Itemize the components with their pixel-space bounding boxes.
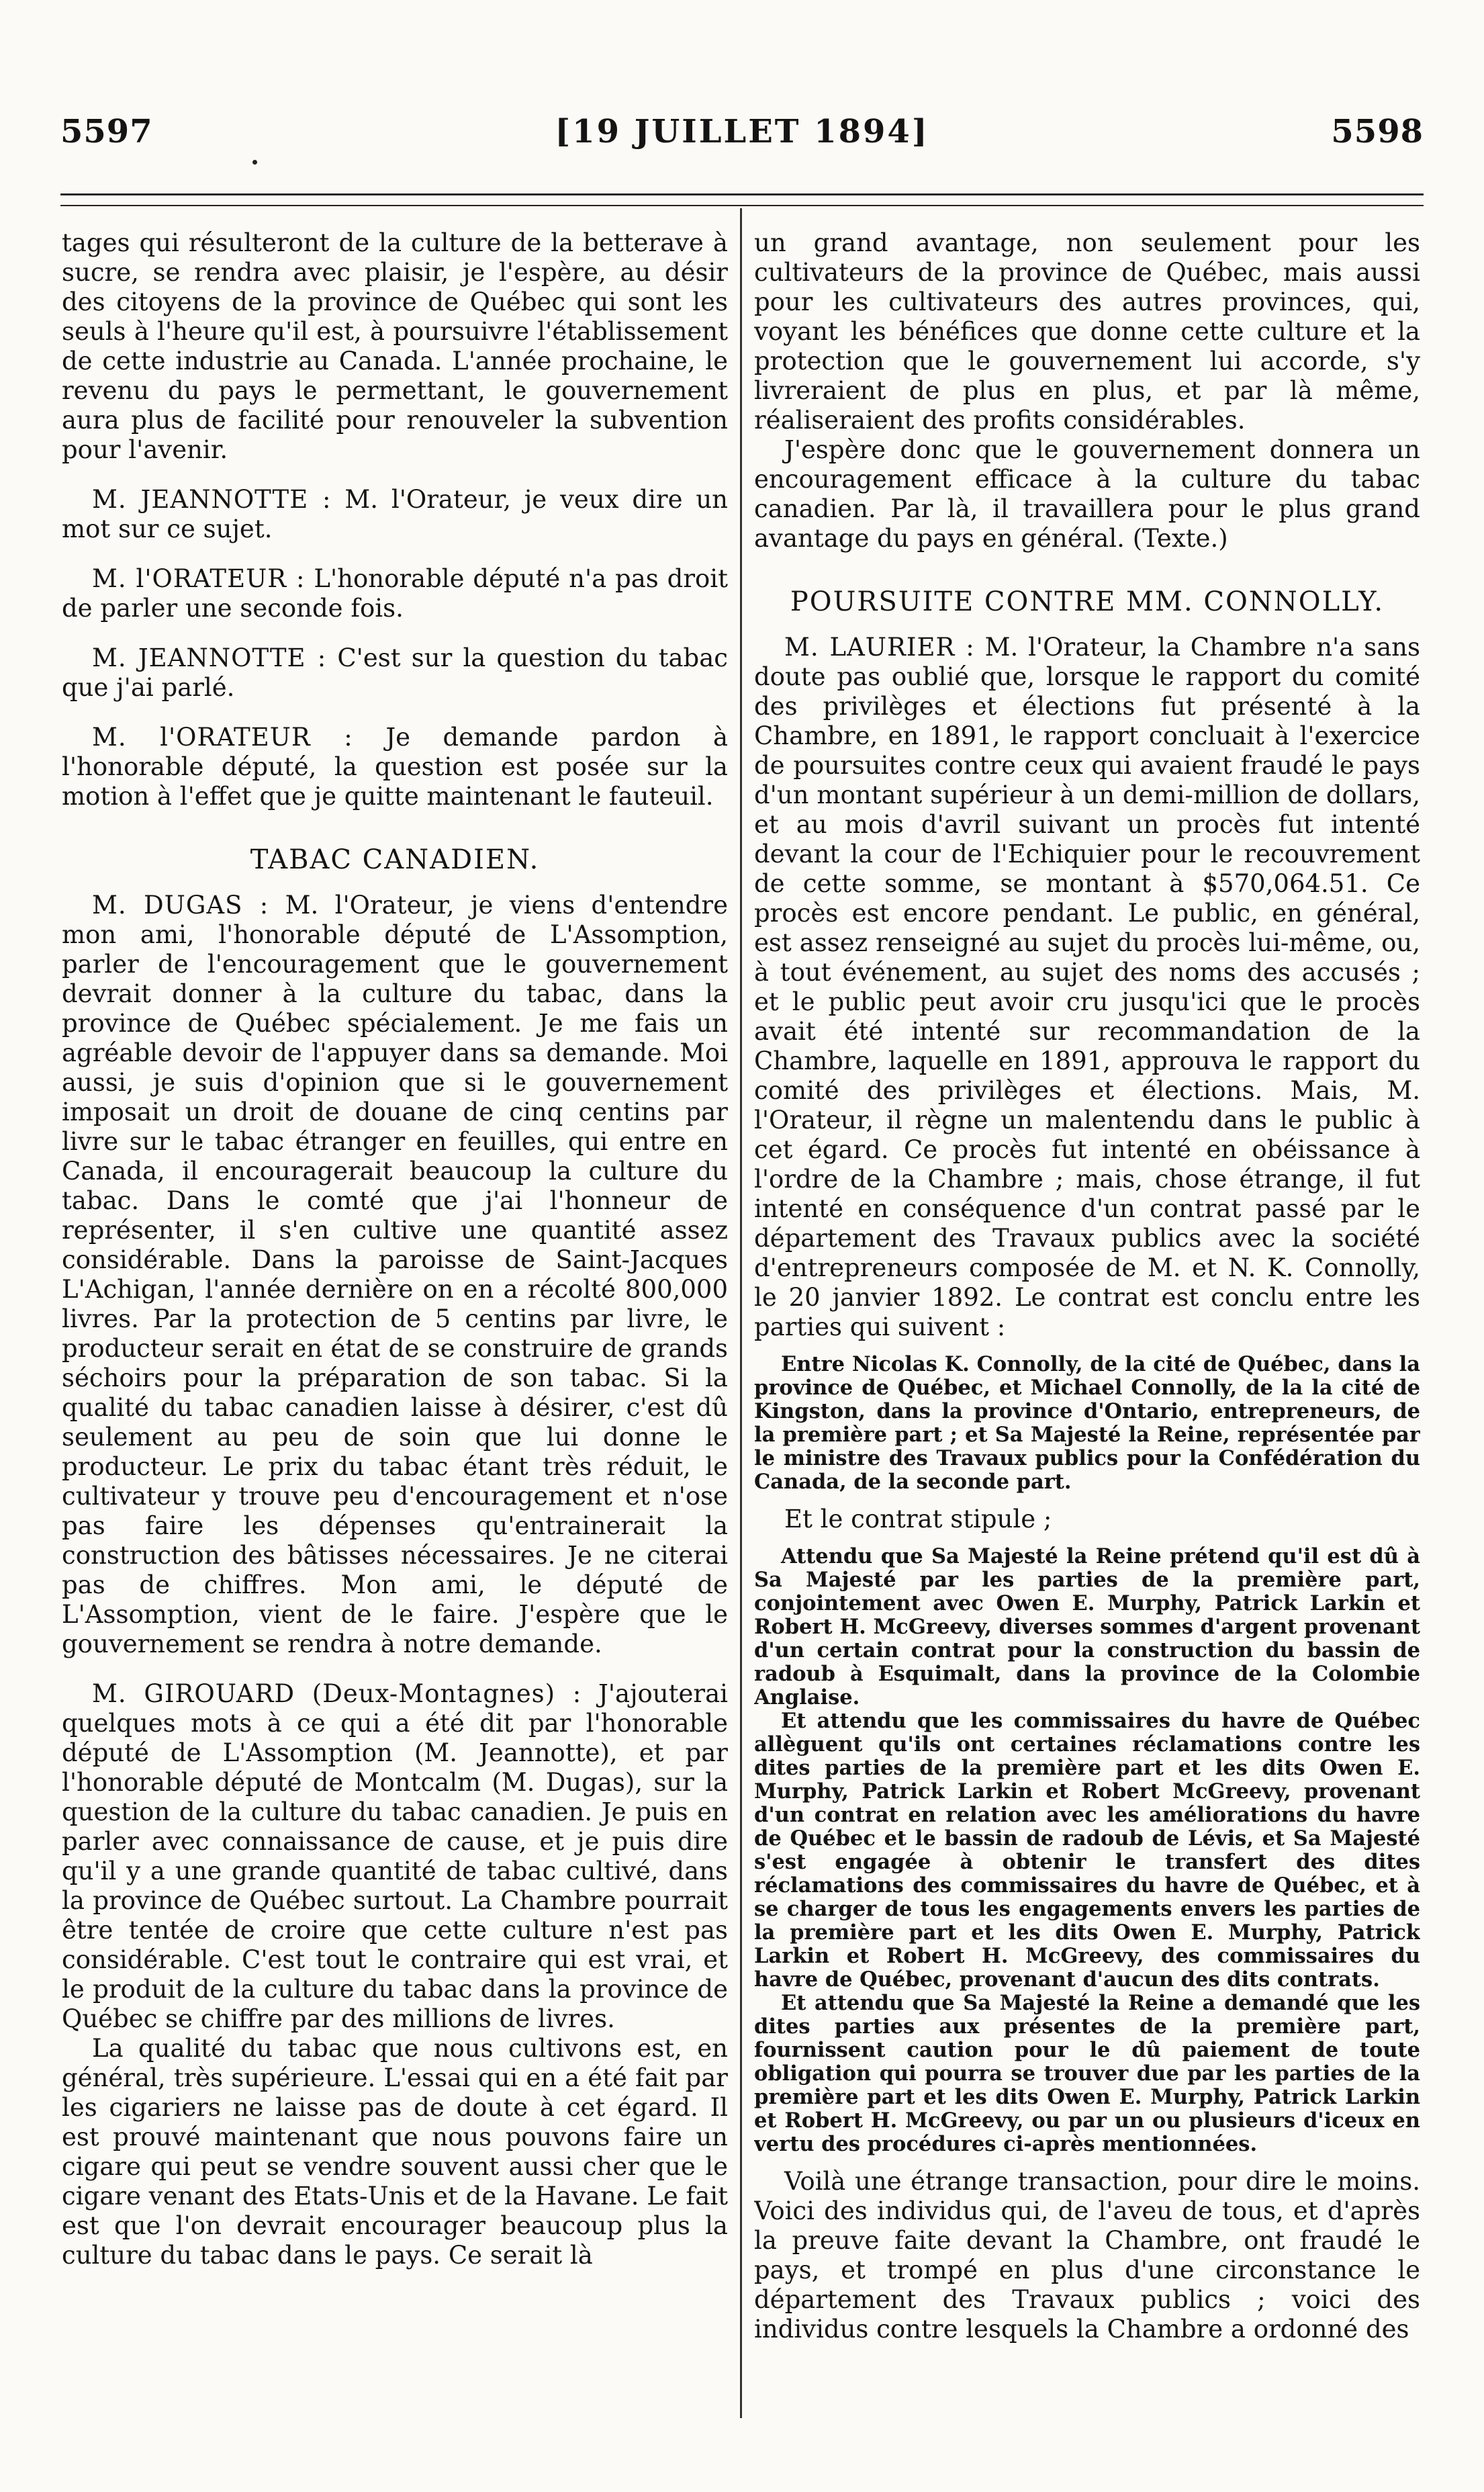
speaker-name: M. DUGAS : xyxy=(92,891,269,920)
paragraph: La qualité du tabac que nous cultivons est, en général, très supérieure. L'essai qui en a été fait par les cigariers ne laisse pas de doute à cet égard. Il est prouvé maintenant que nous pouvons faire un cigare qui peut se vendre souvent aussi cher que le cigare venant des Etats-Unis et de la Havane. Le fait est que l'on devrait encourager beaucoup plus la culture du tabac dans le pays. Ce serait là xyxy=(62,2034,728,2270)
page-number-right: 5598 xyxy=(1331,113,1424,150)
print-speck xyxy=(252,160,257,165)
speech-text: J'ajouterai quelques mots à ce qui a été dit par l'honorable député de L'Assomption (M. Jeannotte), et par l'honorable député de Montcalm (M. Dugas), sur la question de la culture du tabac canadien. Je puis en parler avec connaissance de cause, et je puis dire qu'il y a une grande quantité de tabac cultivé, dans la province de Québec surtout. La Chambre pourrait être tentée de croire que cette culture n'est pas considérable. C'est tout le contraire qui est vrai, et le produit de la culture du tabac dans la province de Québec se chiffre par des millions de livres. xyxy=(62,1679,728,2033)
header-rule-bottom xyxy=(60,205,1424,206)
paragraph-continuation: un grand avantage, non seulement pour les cultivateurs de la province de Québec, mais aussi pour les cultivateurs des autres provinces, qui, voyant les bénéfices que donne cette culture et la protection que le gouvernement lui accorde, s'y livreraient de plus en plus, et par là même, réaliseraient des profits considérables. xyxy=(754,228,1420,435)
section-title-tabac: TABAC CANADIEN. xyxy=(250,844,540,875)
section-title-connolly: POURSUITE CONTRE MM. CONNOLLY. xyxy=(790,586,1385,617)
speech-jeannotte-2 xyxy=(62,643,728,703)
page-date: [19 JUILLET 1894] xyxy=(555,113,929,150)
paragraph: Et le contrat stipule ; xyxy=(784,1505,1052,1533)
quoted-contract-clause: Et attendu que Sa Majesté la Reine a demandé que les dites parties aux présentes de la première part, fournissent caution pour le dû paiement de toute obligation qui pourra se trouver due par les parties de la première part et les dits Owen E. Murphy, Patrick Larkin et Robert H. McGreevy, ou par un ou plusieurs d'iceux en vertu des procédures ci-après mentionnées. xyxy=(754,1991,1420,2156)
speech-text: M. l'Orateur, la Chambre n'a sans doute pas oublié que, lorsque le rapport du comité des privilèges et élections fut présenté à la Chambre, en 1891, le rapport concluait à l'exercice de poursuites contre ceux qui avaient fraudé le pays d'un montant supérieur à un demi-million de dollars, et au mois d'avril suivant un procès fut intenté devant la cour de l'Echiquier pour le recouvrement de cette somme, se montant à $570,064.51. Ce procès est encore pendant. Le public, en général, est assez renseigné au sujet du procès lui-même, ou, à tout événement, au sujet des noms des accusés ; et le public peut avoir cru jusqu'ici que le procès avait été intenté sur recommandation de la Chambre, laquelle en 1891, approuva le rapport du comité des privilèges et élections. Mais, M. l'Orateur, il règne un malentendu dans le public à cet égard. Ce procès fut intenté en obéissance à l'ordre de la Chambre ; mais, chose étrange, il fut intenté en conséquence d'un contrat passé par le département des Travaux publics avec la société d'entrepreneurs composée de M. et N. K. Connolly, le 20 janvier 1892. Le contrat est conclu entre les parties qui suivent : xyxy=(754,633,1420,1341)
left-column xyxy=(62,228,728,2432)
speaker-name: M. LAURIER : xyxy=(784,633,975,662)
speech-orateur-2 xyxy=(62,723,728,811)
paragraph-continuation: tages qui résulteront de la culture de la betterave à sucre, se rendra avec plaisir, je l'espère, au désir des citoyens de la province de Québec qui sont les seuls à l'heure qu'il est, à poursuivre l'établissement de cette industrie au Canada. L'année prochaine, le revenu du pays le permettant, le gouvernement aura plus de facilité pour renouveler la subvention pour l'avenir. xyxy=(62,228,728,464)
speaker-name: M. l'ORATEUR : xyxy=(92,564,306,593)
speech-text: Je demande pardon à l'honorable député, la question est posée sur la motion à l'effet que je quitte maintenant le fauteuil. xyxy=(62,723,728,811)
speech-dugas xyxy=(62,891,728,1659)
speech-text: M. l'Orateur, je viens d'entendre mon ami, l'honorable député de L'Assomption, parler de l'encouragement que le gouvernement devrait donner à la culture du tabac, dans la province de Québec spécialement. Je me fais un agréable devoir de l'appuyer dans sa demande. Moi aussi, je suis d'opinion que si le gouvernement imposait un droit de douane de cinq centins par livre sur le tabac étranger en feuilles, qui entre en Canada, il encouragerait beaucoup la culture du tabac. Dans le comté que j'ai l'honneur de représenter, il s'en cultive une quantité assez considérable. Dans la paroisse de Saint-Jacques L'Achigan, l'année dernière on en a récolté 800,000 livres. Par la protection de 5 centins par livre, le producteur serait en état de se construire de grands séchoirs pour la préparation de son tabac. Si la qualité du tabac canadien laisse à désirer, c'est dû seulement au peu de soin que lui donne le producteur. Le prix du tabac étant très réduit, le cultivateur y trouve peu d'encouragement et n'ose pas faire les dépenses qu'entrainerait la construction des bâtisses nécessaires. Je ne citerai pas de chiffres. Mon ami, le député de L'Assomption, vient de le faire. J'espère que le gouvernement se rendra à notre demande. xyxy=(62,891,728,1658)
speaker-name: M. l'ORATEUR : xyxy=(92,723,353,752)
speaker-name: M. JEANNOTTE : xyxy=(92,643,327,672)
quoted-contract-parties: Entre Nicolas K. Connolly, de la cité de Québec, dans la province de Québec, et Michael Connolly, de la la cité de Kingston, dans la province d'Ontario, entrepreneurs, de la première part ; et Sa Majesté la Reine, représentée par le ministre des Travaux publics pour la Confédération du Canada, de la seconde part. xyxy=(754,1352,1420,1494)
right-column xyxy=(754,228,1420,2432)
paragraph: J'espère donc que le gouvernement donnera un encouragement efficace à la culture du tabac canadien. Par là, il travaillera pour le plus grand avantage du pays en général. (Texte.) xyxy=(754,435,1420,553)
page-number-left: 5597 xyxy=(60,113,153,150)
column-divider xyxy=(740,208,742,2418)
speaker-name: M. JEANNOTTE : xyxy=(92,485,332,514)
speech-text: C'est sur la question du tabac que j'ai parlé. xyxy=(62,643,728,702)
page-header xyxy=(60,106,1424,160)
quoted-contract-clause: Et attendu que les commissaires du havre de Québec allèguent qu'ils ont certaines réclamations contre les dites parties de la première part et les dits Owen E. Murphy, Patrick Larkin et Robert McGreevy, provenant d'un contrat en relation avec les améliorations du havre de Québec et le bassin de radoub de Lévis, et Sa Majesté s'est engagée à obtenir le transfert des dites réclamations des commissaires du havre de Québec, et à se charger de tous les engagements envers les parties de la première part et les dits Owen E. Murphy, Patrick Larkin et Robert H. McGreevy, des commissaires du havre de Québec, provenant d'aucun des dits contrats. xyxy=(754,1709,1420,1992)
speech-orateur xyxy=(62,564,728,623)
speech-text: L'honorable député n'a pas droit de parler une seconde fois. xyxy=(62,564,728,623)
header-rule-top xyxy=(60,193,1424,195)
speech-girouard xyxy=(62,1679,728,2034)
quoted-contract-clause: Attendu que Sa Majesté la Reine prétend qu'il est dû à Sa Majesté par les parties de la première part, conjointement avec Owen E. Murphy, Patrick Larkin et Robert H. McGreevy, diverses sommes d'argent provenant d'un certain contrat pour la construction du bassin de radoub à Esquimalt, dans la province de la Colombie Anglaise. xyxy=(754,1544,1420,1709)
speech-text: M. l'Orateur, je veux dire un mot sur ce sujet. xyxy=(62,485,728,543)
speaker-name: M. GIROUARD (Deux-Montagnes) : xyxy=(92,1679,582,1708)
speech-jeannotte xyxy=(62,485,728,544)
paragraph: Voilà une étrange transaction, pour dire le moins. Voici des individus qui, de l'aveu de tous, et d'après la preuve faite devant la Chambre, ont fraudé le pays, et trompé en plus d'une circonstance le département des Travaux publics ; voici des individus contre lesquels la Chambre a ordonné des xyxy=(754,2167,1420,2344)
speech-laurier xyxy=(754,633,1420,1342)
